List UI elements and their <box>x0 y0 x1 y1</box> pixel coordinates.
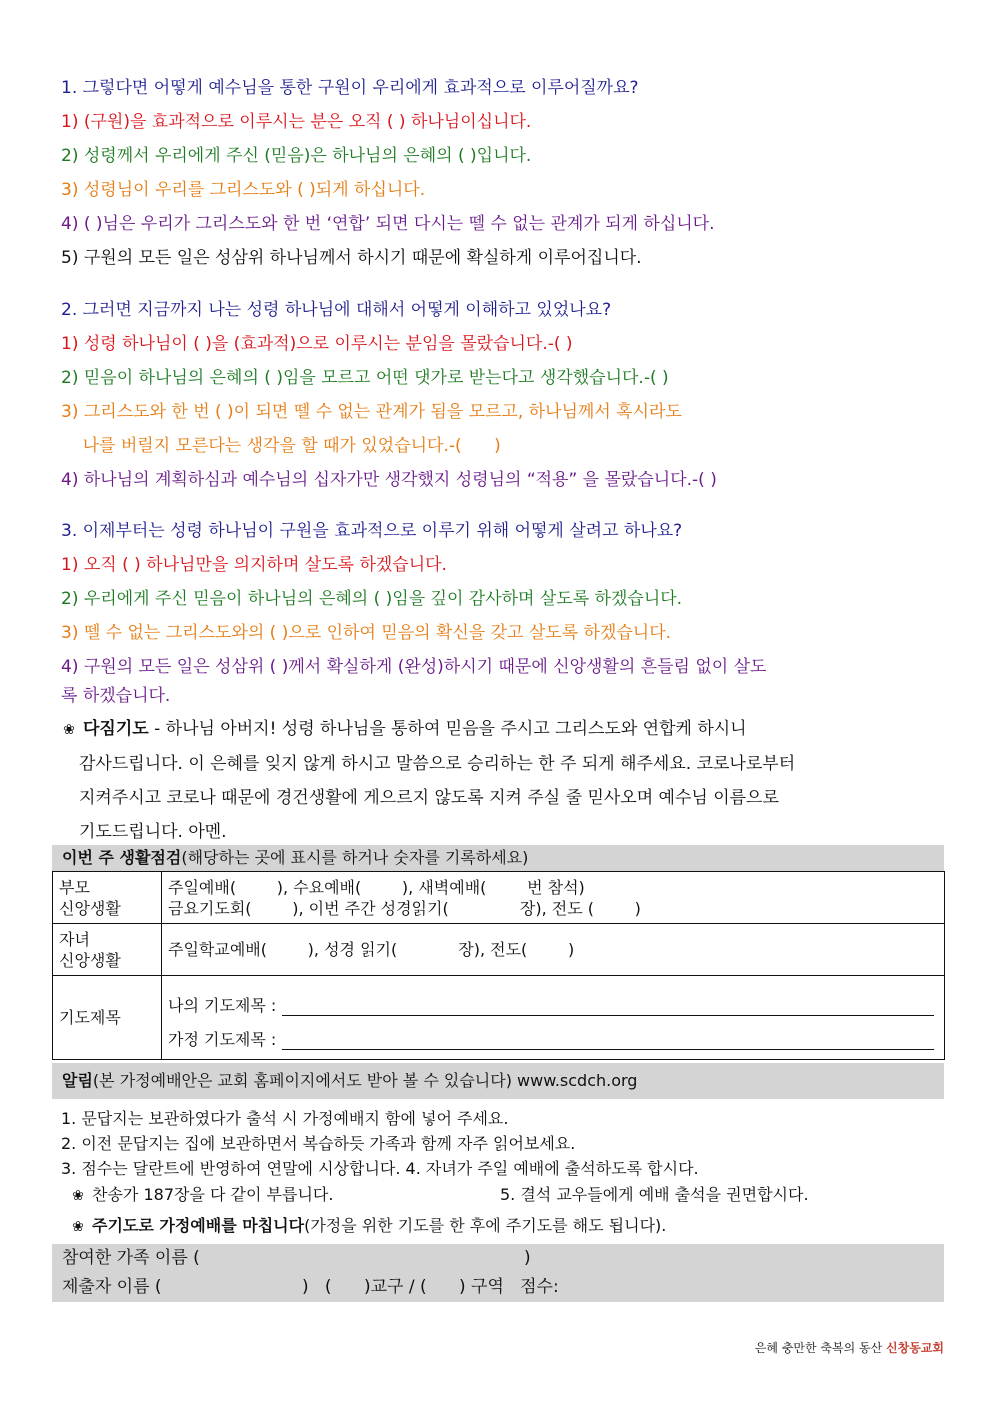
section3-question: 3. 이제부터는 성령 하나님이 구원을 효과적으로 이루기 위해 어떻게 살려고 하나요? <box>61 521 683 541</box>
hymn-text: 찬송가 187장을 다 같이 부릅니다. <box>92 1185 334 1204</box>
prayer-topics-content <box>162 976 945 1060</box>
parent-label-1: 부모 <box>59 877 90 897</box>
submitter-field[interactable]: 제출자 이름 ( ) ( )교구 / ( ) 구역 점수: <box>62 1277 559 1297</box>
section2-item-3: 3) 그리스도와 한 번 ( )이 되면 뗄 수 없는 관계가 됨을 모르고, 하나님께서 혹시라도 <box>61 402 682 422</box>
my-prayer-row <box>168 982 938 1016</box>
prayer-line-3: 지켜주시고 코로나 때문에 경건생활에 게으르지 않도록 지켜 주실 줄 믿사오며 예수님 이름으로 <box>79 788 779 808</box>
notice-header <box>52 1063 944 1099</box>
table-row <box>53 976 945 1060</box>
family-names-field[interactable]: 참여한 가족 이름 ( ) <box>62 1248 531 1268</box>
parent-label-2: 신앙생활 <box>59 898 121 918</box>
section1-item-2: 2) 성령께서 우리에게 주신 (믿음)은 하나님의 은혜의 ( )입니다. <box>61 146 532 166</box>
section3-item-4-cont: 록 하겠습니다. <box>61 686 171 706</box>
submission-box <box>52 1244 944 1302</box>
flower-icon: ❀ <box>72 1219 84 1235</box>
church-name: 신창동교회 <box>886 1341 944 1355</box>
family-prayer-label: 가정 기도제목 : <box>168 1029 277 1049</box>
notice-line-3: 3. 점수는 달란트에 반영하여 연말에 시상합니다. 4. 자녀가 주일 예배에 출석하도록 합시다. <box>61 1159 699 1178</box>
notice-line-1: 1. 문답지는 보관하였다가 출석 시 가정예배지 함에 넣어 주세요. <box>61 1109 509 1128</box>
checklist-title: 이번 주 생활점검 <box>62 848 182 867</box>
family-prayer-row <box>168 1016 938 1050</box>
flower-icon: ❀ <box>63 722 75 738</box>
child-label <box>53 924 162 976</box>
prayer-topics-label: 기도제목 <box>53 976 162 1060</box>
closing-title: 주기도로 가정예배를 마칩니다 <box>92 1216 305 1235</box>
closing-line <box>70 1213 666 1240</box>
notice-line-2: 2. 이전 문답지는 집에 보관하면서 복습하듯 가족과 함께 자주 읽어보세요. <box>61 1134 576 1153</box>
checklist-header <box>52 845 944 871</box>
section2-item-1: 1) 성령 하나님이 ( )을 (효과적)으로 이루시는 분임을 몰랐습니다.-( ) <box>61 334 573 354</box>
checklist-table <box>52 871 945 1060</box>
parent-label <box>53 872 162 924</box>
footer-motto: 은혜 충만한 축복의 동산 <box>754 1341 883 1355</box>
section1-item-5: 5) 구원의 모든 일은 성삼위 하나님께서 하시기 때문에 확실하게 이루어집니다. <box>61 248 642 268</box>
commitment-prayer <box>61 712 941 849</box>
prayer-title: 다짐기도 <box>83 719 149 739</box>
closing-text: (가정을 위한 기도를 한 후에 주기도를 해도 됩니다). <box>304 1216 667 1235</box>
footer <box>755 1339 944 1356</box>
prayer-line-4: 기도드립니다. 아멘. <box>79 822 227 842</box>
table-row <box>53 872 945 924</box>
notice-text: (본 가정예배안은 교회 홈페이지에서도 받아 볼 수 있습니다) www.scdch.org <box>92 1071 638 1090</box>
section3-item-1: 1) 오직 ( ) 하나님만을 의지하며 살도록 하겠습니다. <box>61 555 447 575</box>
parent-line-2[interactable]: 금요기도회( ), 이번 주간 성경읽기( 장), 전도 ( ) <box>168 898 641 918</box>
child-label-2: 신앙생활 <box>59 950 121 970</box>
parent-content[interactable] <box>162 872 945 924</box>
table-row <box>53 924 945 976</box>
child-label-1: 자녀 <box>59 929 90 949</box>
section2-item-3-cont: 나를 버릴지 모른다는 생각을 할 때가 있었습니다.-( ) <box>61 436 501 456</box>
child-content[interactable] <box>162 924 945 976</box>
section2-item-4: 4) 하나님의 계획하심과 예수님의 십자가만 생각했지 성령님의 “적용” 을 몰랐습니다.-( ) <box>61 470 717 490</box>
section1-item-1: 1) (구원)을 효과적으로 이루시는 분은 오직 ( ) 하나님이십니다. <box>61 112 532 132</box>
hymn-line <box>70 1182 333 1209</box>
my-prayer-label: 나의 기도제목 : <box>168 995 277 1015</box>
flower-icon: ❀ <box>72 1188 84 1204</box>
parent-line-1[interactable]: 주일예배( ), 수요예배( ), 새벽예배( 번 참석) <box>168 877 585 897</box>
child-line-1[interactable]: 주일학교예배( ), 성경 읽기( 장), 전도( ) <box>168 940 575 959</box>
section3-item-4: 4) 구원의 모든 일은 성삼위 ( )께서 확실하게 (완성)하시기 때문에 신앙생활의 흔들림 없이 살도 <box>61 657 767 677</box>
section3-item-3: 3) 뗄 수 없는 그리스도와의 ( )으로 인하여 믿음의 확신을 갖고 살도록 하겠습니다. <box>61 623 672 643</box>
prayer-line-2: 감사드립니다. 이 은혜를 잊지 않게 하시고 말씀으로 승리하는 한 주 되게 해주세요. 코로나로부터 <box>79 754 796 774</box>
prayer-line-1: - 하나님 아버지! 성령 하나님을 통하여 믿음을 주시고 그리스도와 연합케 하시니 <box>148 719 747 739</box>
notice-item-5: 5. 결석 교우들에게 예배 출석을 권면합시다. <box>500 1185 809 1204</box>
checklist-instructions: (해당하는 곳에 표시를 하거나 숫자를 기록하세요) <box>181 848 529 867</box>
section1-item-3: 3) 성령님이 우리를 그리스도와 ( )되게 하십니다. <box>61 180 426 200</box>
family-prayer-field[interactable] <box>282 1031 934 1050</box>
section2-item-2: 2) 믿음이 하나님의 은혜의 ( )임을 모르고 어떤 댓가로 받는다고 생각했습니다.-( ) <box>61 368 669 388</box>
section1-item-4: 4) ( )님은 우리가 그리스도와 한 번 ‘연합’ 되면 다시는 뗄 수 없는 관계가 되게 하십니다. <box>61 214 715 234</box>
section3-item-2: 2) 우리에게 주신 믿음이 하나님의 은혜의 ( )임을 깊이 감사하며 살도록 하겠습니다. <box>61 589 683 609</box>
section2-question: 2. 그러면 지금까지 나는 성령 하나님에 대해서 어떻게 이해하고 있었나요? <box>61 300 612 320</box>
section1-question: 1. 그렇다면 어떻게 예수님을 통한 구원이 우리에게 효과적으로 이루어질까요? <box>61 78 639 98</box>
my-prayer-field[interactable] <box>282 997 934 1016</box>
notice-title: 알림 <box>62 1071 93 1090</box>
